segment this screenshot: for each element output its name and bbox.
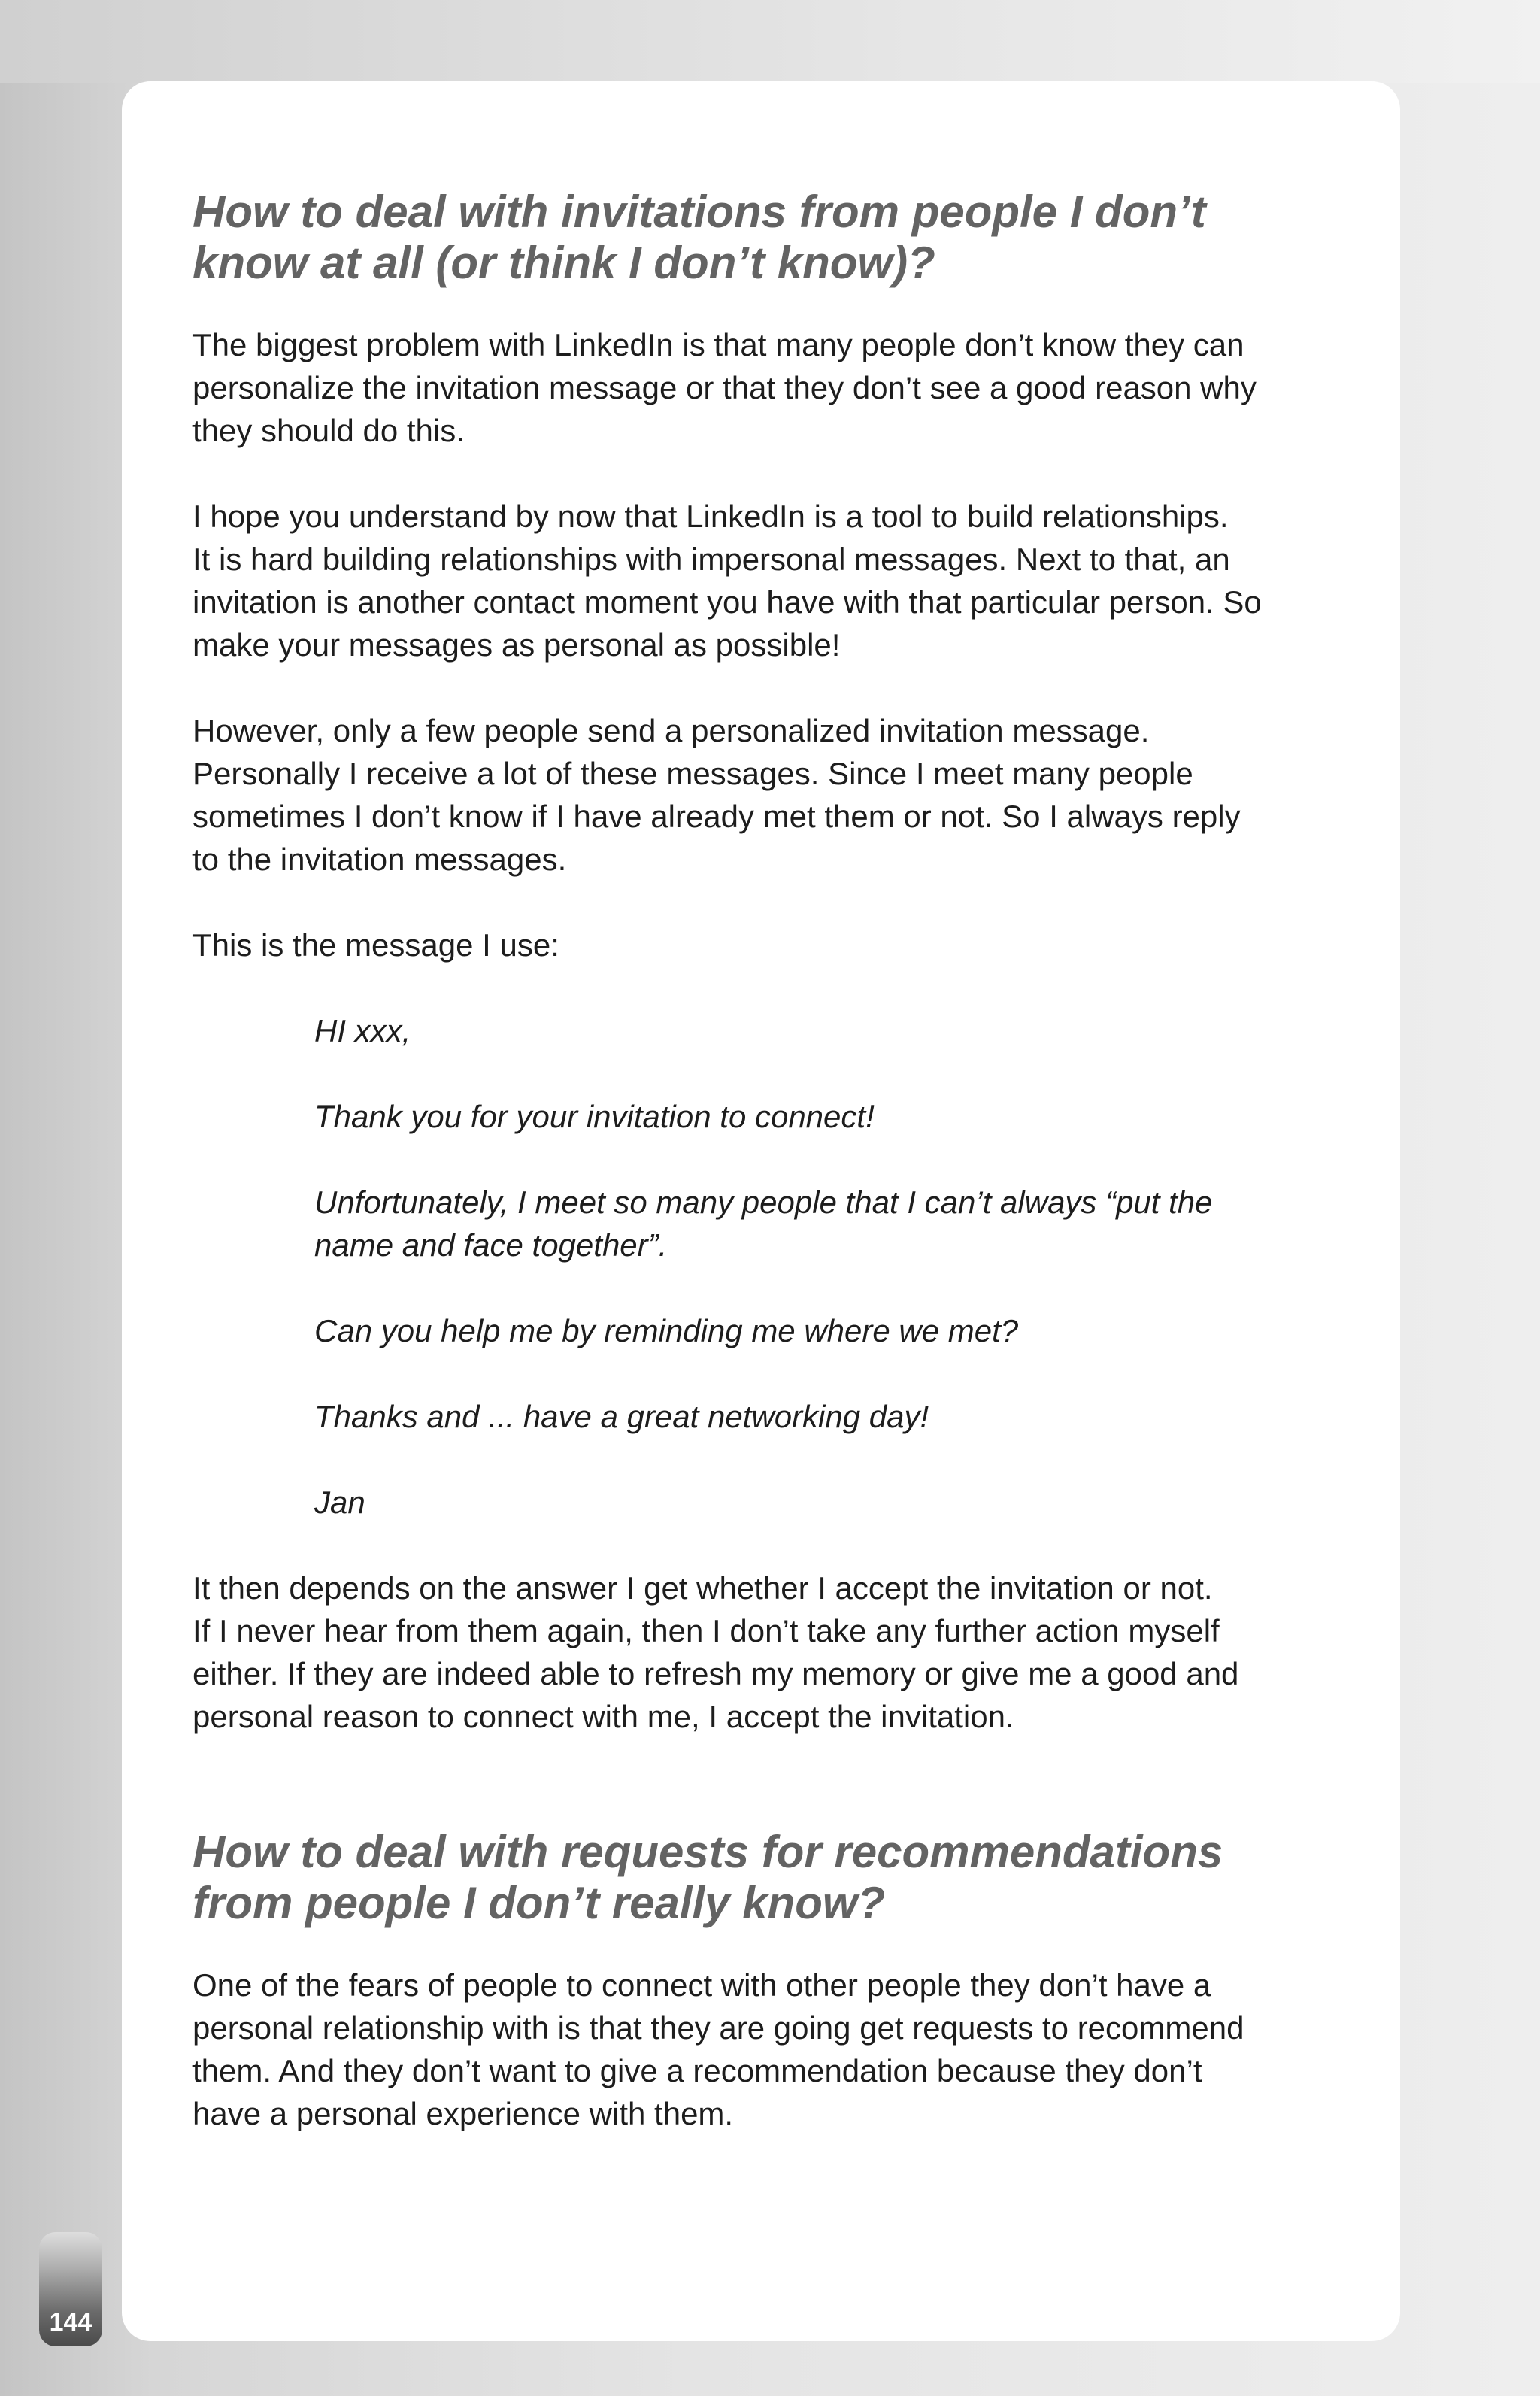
paragraph: I hope you understand by now that LinkedIn is a tool to build relationships. It is hard building relationships with impersonal messages. Next to that, an invitation is another contact moment you have with that particular person. So make your messages as personal as possible!	[192, 499, 1262, 663]
quote-line: Unfortunately, I meet so many people that I can’t always “put the name and face together”.	[314, 1184, 1213, 1263]
paragraph: The biggest problem with LinkedIn is that many people don’t know they can personalize the invitation message or that they don’t see a good reason why they should do this.	[192, 327, 1257, 448]
quote-line-signature: Jan	[314, 1485, 365, 1520]
top-band	[0, 0, 1540, 83]
invitation-reply-message	[192, 1009, 1366, 1524]
section-heading-recommendations: How to deal with requests for recommendations from people I don’t really know?	[192, 1827, 1223, 1928]
page-number-tab	[39, 2232, 102, 2346]
paragraph: However, only a few people send a personalized invitation message. Personally I receive a lot of these messages. Since I meet many people sometimes I don’t know if I have already met them or not. So I always reply to the invitation messages.	[192, 713, 1241, 877]
section-heading-invitations: How to deal with invitations from people I don’t know at all (or think I don’t know)?	[192, 187, 1206, 288]
page-content	[192, 187, 1366, 2135]
paragraph: This is the message I use:	[192, 927, 559, 963]
quote-line: Can you help me by reminding me where we met?	[314, 1313, 1019, 1348]
quote-line-greeting: HI xxx,	[314, 1013, 411, 1048]
quote-line: Thanks and ... have a great networking day!	[314, 1399, 929, 1434]
quote-line: Thank you for your invitation to connect!	[314, 1099, 875, 1134]
paragraph: It then depends on the answer I get whether I accept the invitation or not. If I never hear from them again, then I don’t take any further action myself either. If they are indeed able to refresh my memory or give me a good and personal reason to connect with me, I accept the invitation.	[192, 1570, 1239, 1734]
page-number: 144	[49, 2308, 92, 2337]
paragraph: One of the fears of people to connect with other people they don’t have a personal relationship with is that they are going get requests to recommend them. And they don’t want to give a recommendation because they don’t have a personal experience with them.	[192, 1967, 1244, 2131]
